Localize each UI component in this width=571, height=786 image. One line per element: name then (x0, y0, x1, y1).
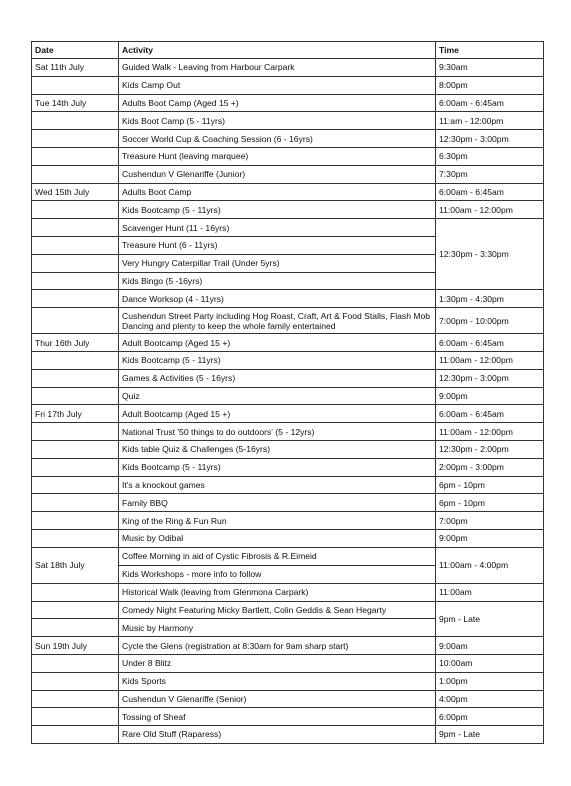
cell-date (32, 254, 119, 272)
table-row (32, 547, 544, 583)
cell-activity: Quiz (119, 387, 436, 405)
cell-activity: Music by Odibal (119, 529, 436, 547)
header-time: Time (436, 42, 544, 59)
cell-date (32, 308, 119, 334)
cell-time: 12:30pm - 2:00pm (436, 440, 544, 458)
cell-time: 12:30pm - 3:00pm (436, 369, 544, 387)
cell-activity: Adults Boot Camp (Aged 15 +) (119, 94, 436, 112)
cell-time: 1:00pm (436, 672, 544, 690)
table-row (32, 654, 544, 672)
cell-time: 11:00am (436, 583, 544, 601)
table-row (32, 112, 544, 130)
table-row (32, 94, 544, 112)
cell-time: 6:00am - 6:45am (436, 94, 544, 112)
cell-date (32, 494, 119, 512)
table-row (32, 494, 544, 512)
table-row (32, 708, 544, 726)
cell-time: 4:00pm (436, 690, 544, 708)
cell-date (32, 165, 119, 183)
cell-date: Wed 15th July (32, 183, 119, 201)
table-row (32, 476, 544, 494)
cell-time: 11:00am - 12:00pm (436, 201, 544, 219)
cell-time: 7:00pm - 10:00pm (436, 308, 544, 334)
cell-time: 6:00am - 6:45am (436, 405, 544, 423)
cell-time: 9pm - Late (436, 601, 544, 637)
table-row (32, 529, 544, 547)
cell-time: 11:am - 12:00pm (436, 112, 544, 130)
cell-activity: Soccer World Cup & Coaching Session (6 - 16yrs) (119, 130, 436, 148)
cell-date (32, 351, 119, 369)
cell-date (32, 387, 119, 405)
table-row (32, 130, 544, 148)
cell-date (32, 272, 119, 290)
cell-time: 2:00pm - 3:00pm (436, 458, 544, 476)
cell-date (32, 672, 119, 690)
cell-activity: Comedy Night Featuring Micky Bartlett, Colin Geddis & Sean Hegarty (119, 601, 436, 619)
cell-date (32, 219, 119, 237)
cell-activity: Dance Worksop (4 - 11yrs) (119, 290, 436, 308)
cell-time: 1:30pm - 4:30pm (436, 290, 544, 308)
cell-activity: Kids Bootcamp (5 - 11yrs) (119, 458, 436, 476)
cell-activity: Treasure Hunt (leaving marquee) (119, 147, 436, 165)
cell-time: 11:00am - 12:00pm (436, 351, 544, 369)
cell-activity: Kids Sports (119, 672, 436, 690)
cell-activity: Treasure Hunt (6 - 11yrs) (119, 236, 436, 254)
cell-date (32, 440, 119, 458)
header-date: Date (32, 42, 119, 59)
cell-date (32, 529, 119, 547)
cell-activity: It's a knockout games (119, 476, 436, 494)
cell-activity: Adults Boot Camp (119, 183, 436, 201)
cell-date: Fri 17th July (32, 405, 119, 423)
cell-activity: Guided Walk - Leaving from Harbour Carpark (119, 59, 436, 77)
cell-time: 6:00am - 6:45am (436, 183, 544, 201)
cell-date (32, 369, 119, 387)
cell-activity: Cushendun Street Party including Hog Roast, Craft, Art & Food Stalls, Flash Mob Dancing and plenty to keep the whole family entertained (119, 308, 436, 334)
cell-activity: Kids Boot Camp (5 - 11yrs) (119, 112, 436, 130)
cell-time: 12:30pm - 3:00pm (436, 130, 544, 148)
table-row (32, 512, 544, 530)
cell-time: 9:00am (436, 637, 544, 655)
table-row (32, 405, 544, 423)
table-row (32, 387, 544, 405)
cell-activity: Music by Harmony (119, 619, 436, 637)
cell-activity: King of the Ring & Fun Run (119, 512, 436, 530)
cell-date (32, 112, 119, 130)
cell-date: Tue 14th July (32, 94, 119, 112)
table-row (32, 334, 544, 352)
cell-date (32, 583, 119, 601)
cell-date (32, 512, 119, 530)
cell-activity: Tossing of Sheaf (119, 708, 436, 726)
cell-time: 11:00am - 12:00pm (436, 423, 544, 441)
cell-date (32, 476, 119, 494)
cell-date (32, 601, 119, 619)
cell-date (32, 458, 119, 476)
table-row (32, 690, 544, 708)
cell-activity: Kids Camp Out (119, 76, 436, 94)
table-row (32, 726, 544, 744)
table-row (32, 458, 544, 476)
cell-date (32, 619, 119, 637)
table-row (32, 351, 544, 369)
table-row (32, 672, 544, 690)
cell-activity: Kids Bingo (5 -16yrs) (119, 272, 436, 290)
header-row (32, 42, 544, 59)
schedule-table (31, 41, 544, 744)
cell-activity: Scavenger Hunt (11 - 16yrs) (119, 219, 436, 237)
cell-date (32, 690, 119, 708)
cell-time: 7:00pm (436, 512, 544, 530)
cell-time: 6pm - 10pm (436, 494, 544, 512)
cell-time: 9:30am (436, 59, 544, 77)
table-row (32, 423, 544, 441)
cell-date (32, 708, 119, 726)
cell-time: 9:00pm (436, 387, 544, 405)
cell-date (32, 654, 119, 672)
cell-activity: Coffee Morning in aid of Cystic Fibrosis & R.Eimeid Kids Workshops - more info to follow (119, 547, 436, 583)
cell-activity: Kids table Quiz & Challenges (5-16yrs) (119, 440, 436, 458)
cell-activity: Adult Bootcamp (Aged 15 +) (119, 405, 436, 423)
header-activity: Activity (119, 42, 436, 59)
cell-date (32, 236, 119, 254)
table-row (32, 76, 544, 94)
cell-date: Sat 18th July (32, 547, 119, 583)
table-row (32, 59, 544, 77)
table-row (32, 308, 544, 334)
cell-date (32, 130, 119, 148)
cell-activity: Historical Walk (leaving from Glenmona Carpark) (119, 583, 436, 601)
cell-activity: Kids Bootcamp (5 - 11yrs) (119, 201, 436, 219)
cell-time: 9:00pm (436, 529, 544, 547)
table-row (32, 183, 544, 201)
cell-date (32, 201, 119, 219)
cell-activity: Cycle the Glens (registration at 8:30am for 9am sharp start) (119, 637, 436, 655)
cell-time: 6pm - 10pm (436, 476, 544, 494)
cell-activity: Under 8 Blitz (119, 654, 436, 672)
table-row (32, 583, 544, 601)
table-row (32, 290, 544, 308)
cell-time: 11:00am - 4:00pm (436, 547, 544, 583)
cell-date (32, 290, 119, 308)
cell-date (32, 147, 119, 165)
table-row (32, 440, 544, 458)
cell-activity: Rare Old Stuff (Raparess) (119, 726, 436, 744)
cell-date: Sat 11th July (32, 59, 119, 77)
table-row (32, 219, 544, 237)
cell-time: 6:00am - 6:45am (436, 334, 544, 352)
table-row (32, 165, 544, 183)
cell-activity: Adult Bootcamp (Aged 15 +) (119, 334, 436, 352)
cell-date: Sun 19th July (32, 637, 119, 655)
cell-date (32, 76, 119, 94)
cell-time: 12:30pm - 3:30pm (436, 219, 544, 290)
cell-activity: Kids Bootcamp (5 - 11yrs) (119, 351, 436, 369)
cell-activity: Very Hungry Caterpillar Trail (Under 5yrs) (119, 254, 436, 272)
cell-time: 6:30pm (436, 147, 544, 165)
cell-activity: Cushendun V Glenariffe (Senior) (119, 690, 436, 708)
table-row (32, 147, 544, 165)
table-row (32, 201, 544, 219)
cell-activity: National Trust '50 things to do outdoors' (5 - 12yrs) (119, 423, 436, 441)
cell-activity: Games & Activities (5 - 16yrs) (119, 369, 436, 387)
cell-time: 6:00pm (436, 708, 544, 726)
cell-date (32, 726, 119, 744)
table-row (32, 601, 544, 619)
cell-time: 8:00pm (436, 76, 544, 94)
cell-time: 10:00am (436, 654, 544, 672)
table-row (32, 637, 544, 655)
cell-date: Thur 16th July (32, 334, 119, 352)
cell-date (32, 423, 119, 441)
table-row (32, 369, 544, 387)
cell-activity: Cushendun V Glenariffe (Junior) (119, 165, 436, 183)
cell-time: 7:30pm (436, 165, 544, 183)
cell-activity: Family BBQ (119, 494, 436, 512)
cell-time: 9pm - Late (436, 726, 544, 744)
